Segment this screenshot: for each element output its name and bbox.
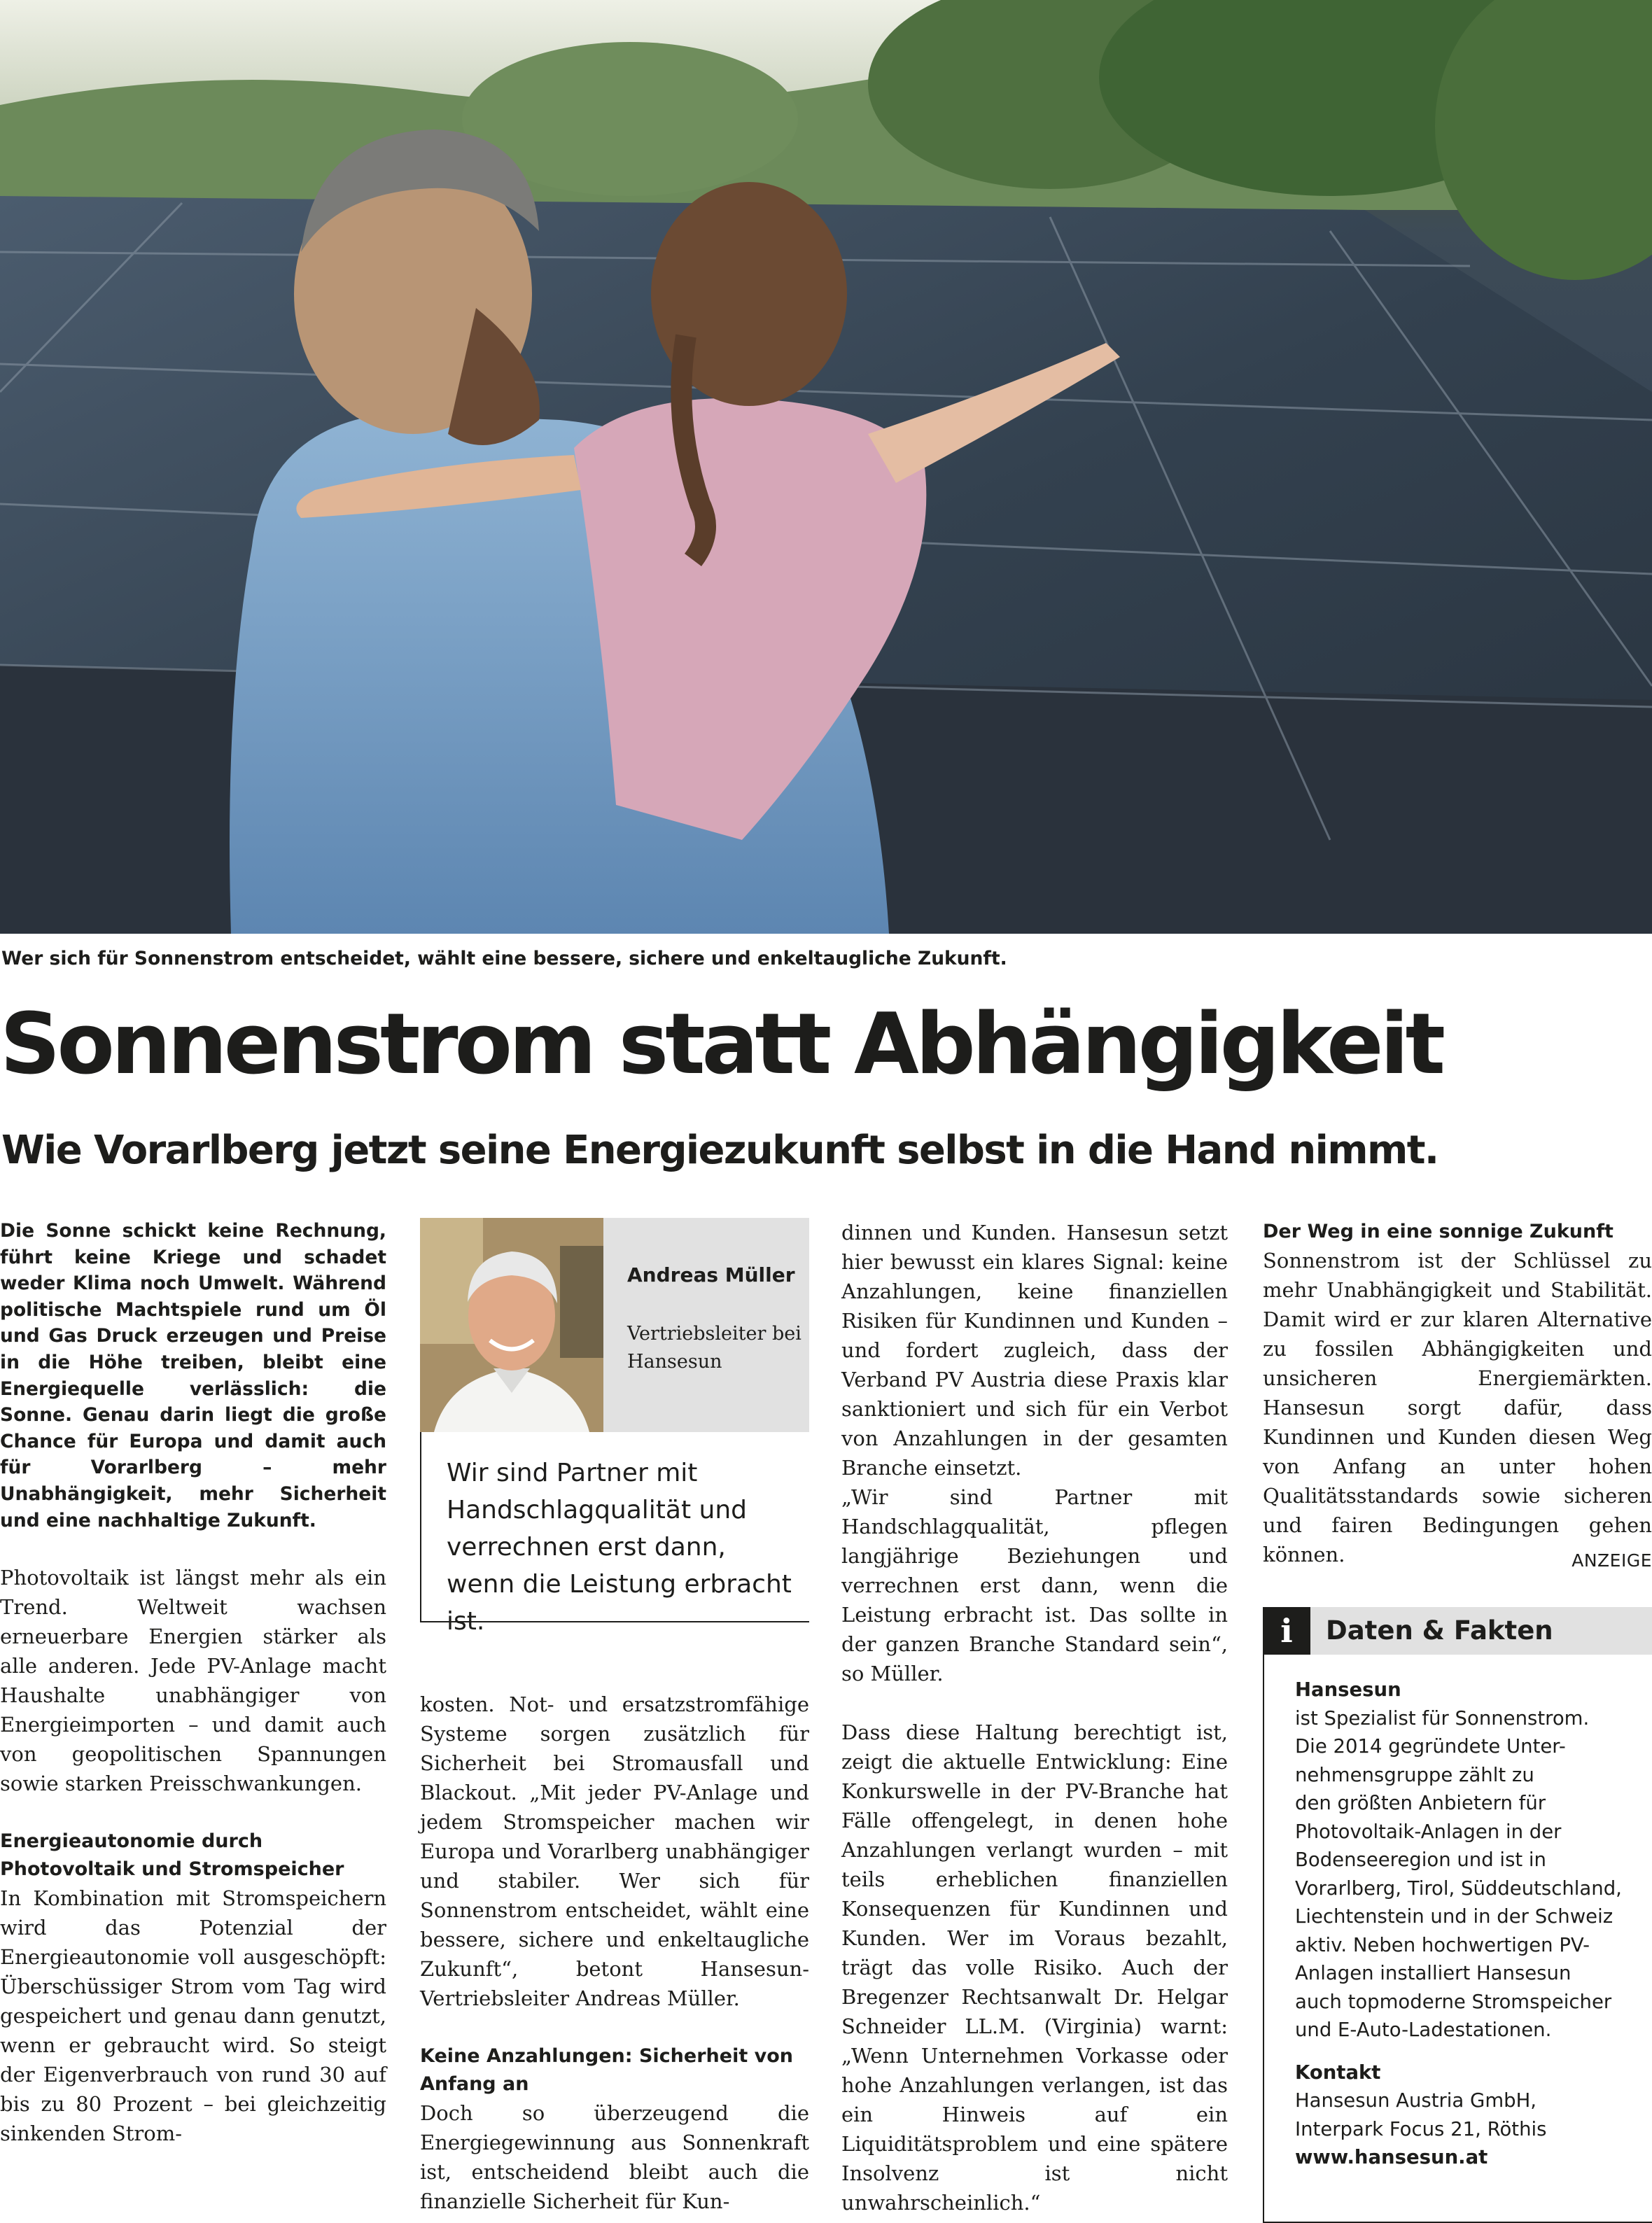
headline: Sonnenstrom statt Abhängigkeit — [0, 996, 1443, 1093]
company-line: Liechtenstein und in der Schweiz — [1295, 1905, 1614, 1928]
company-description — [1295, 1704, 1652, 2045]
body-paragraph: Dass diese Haltung berechtigt ist, zeigt die aktuelle Entwicklung: Eine Konkurswelle in der PV-Branche hat Fälle offengelegt, in denen hohe Anzahlungen verlangt wurden – mit teils erheblichen finanziellen Konsequenzen für Kundinnen und Kunden. Wer im Voraus bezahlt, trägt das volle Risiko. Auch der Bregenzer Rechtsanwalt Dr. Helgar Schneider LL.M. (Virginia) warnt: „Wenn Unternehmen Vorkasse oder hohe Anzahlungen verlangen, ist das ein Hinweis auf ein Liquiditätsproblem und eine spätere Insolvenz ist nicht unwahrscheinlich.“ — [841, 1720, 1228, 2215]
body-paragraph: Photovoltaik ist längst mehr als ein Trend. Weltweit wachsen erneuerbare Energien stärker als alle anderen. Jede PV-Anlage macht Haushalte unabhängiger von Energieimporten – und damit auch von geopolitischen Spannungen sowie starken Preisschwankungen. — [0, 1566, 386, 1796]
advertisement-label: ANZEIGE — [1572, 1550, 1652, 1571]
body-paragraph — [1263, 1246, 1652, 1569]
section-heading: Keine Anzahlungen: Sicherheit von Anfang an — [420, 2045, 793, 2095]
company-line: aktiv. Neben hochwertigen PV- — [1295, 1933, 1590, 1956]
body-text: Sonnenstrom ist der Schlüssel zu mehr Unabhängigkeit und Stabilität. Damit wird er zur klaren Alternative zu fossilen Abhängigkeiten und unsicheren Energiemärkten. Hansesun sorgt dafür, dass Kundinnen und Kunden diesen Weg von Anfang an unter hohen Qualitätsstandards sowie sicheren und fairen Bedingungen gehen können. — [1263, 1249, 1652, 1566]
profile-box — [420, 1218, 809, 1432]
pull-quote: Wir sind Partner mit Handschlagqualität und verrechnen erst dann, wenn die Leistung erbracht ist. — [420, 1432, 809, 1622]
hero-photo-drawing — [0, 0, 1652, 934]
company-line: Photovoltaik-Anlagen in der — [1295, 1820, 1562, 1843]
section-heading: Energieautonomie durch Photovoltaik und Stromspeicher — [0, 1830, 344, 1881]
portrait-photo — [420, 1218, 603, 1432]
contact-line: Hansesun Austria GmbH, — [1295, 2089, 1536, 2112]
facts-box-header — [1263, 1607, 1652, 1655]
company-line: ist Spezialist für Sonnenstrom. — [1295, 1706, 1590, 1730]
body-paragraph: kosten. Not- und ersatzstromfähige Systeme sorgen zusätzlich für Sicherheit bei Stromausfall und Blackout. „Mit jeder PV-Anlage und jedem Stromspeicher machen wir Europa und Vorarlberg unabhängiger und stabiler. Wer sich für Sonnenstrom entscheidet, wählt eine bessere, sichere und enkeltaugliche Zukunft“, betont Hansesun-Vertriebsleiter Andreas Müller. — [420, 1692, 809, 2010]
company-line: Die 2014 gegründete Unter- — [1295, 1735, 1566, 1758]
column-4 — [1263, 1218, 1652, 1576]
body-paragraph: Doch so überzeugend die Energiegewinnung aus Sonnenkraft ist, entscheidend bleibt auch die finanzielle Sicherheit für Kun- — [420, 2101, 809, 2213]
photo-caption: Wer sich für Sonnenstrom entscheidet, wählt eine bessere, sichere und enkeltaugliche Zukunft. — [1, 948, 1007, 969]
body-paragraph: dinnen und Kunden. Hansesun setzt hier bewusst ein klares Signal: keine Anzahlungen, keine finanziellen Risiken für Kundinnen und Kunden – und fordert zugleich, dass der Verband PV Austria diese Praxis klar sanktioniert und sich für ein Verbot von Anzahlungen in der gesamten Branche einsetzt. — [841, 1221, 1228, 1480]
facts-box-title: Daten & Fakten — [1326, 1615, 1553, 1646]
hero-photo-father-daughter-solar-panels — [0, 0, 1652, 934]
section-heading: Der Weg in eine sonnige Zukunft — [1263, 1221, 1614, 1242]
profile-name: Andreas Müller — [627, 1263, 795, 1286]
company-line: auch topmoderne Stromspeicher — [1295, 1990, 1612, 2013]
column-1 — [0, 1218, 386, 2148]
profile-role: Vertriebsleiter bei Hansesun — [627, 1323, 802, 1373]
website-link[interactable]: www.hansesun.at — [1295, 2146, 1488, 2168]
facts-box-body — [1263, 1655, 1652, 2223]
column-3 — [841, 1218, 1228, 2217]
portrait-drawing — [420, 1218, 603, 1432]
company-line: und E-Auto-Ladestationen. — [1295, 2019, 1552, 2041]
company-line: Anlagen installiert Hansesun — [1295, 1962, 1572, 1984]
contact-heading: Kontakt — [1295, 2061, 1381, 2084]
column-2 — [420, 1690, 809, 2216]
info-icon: i — [1263, 1607, 1310, 1655]
company-line: nehmensgruppe zählt zu — [1295, 1763, 1534, 1786]
subheadline: Wie Vorarlberg jetzt seine Energiezukunft selbst in die Hand nimmt. — [1, 1128, 1438, 1173]
company-line: Bodenseeregion und ist in — [1295, 1849, 1546, 1871]
company-line: den größten Anbietern für — [1295, 1792, 1546, 1814]
lead-paragraph: Die Sonne schickt keine Rechnung, führt keine Kriege und schadet weder Klima noch Umwelt. Während politische Machtspiele rund um Öl und Gas Druck erzeugen und Preise in die Höhe treiben, bleibt eine Energiequelle verlässlich: die Sonne. Genau darin liegt die große Chance für Europa und damit auch für Vorarlberg – mehr Unabhängigkeit, mehr Sicherheit und eine nachhaltige Zukunft. — [0, 1220, 386, 1531]
company-heading: Hansesun — [1295, 1678, 1401, 1701]
contact-line: Interpark Focus 21, Röthis — [1295, 2117, 1547, 2140]
body-paragraph: In Kombination mit Stromspeichern wird das Potenzial der Energieautonomie voll ausgeschöpft: Überschüssiger Strom vom Tag wird gespeichert und genau dann genutzt, wenn er gebraucht wird. So steigt der Eigenverbrauch von rund 30 auf bis zu 80 Prozent – bei gleichzeitig sinkenden Strom- — [0, 1886, 386, 2146]
company-line: Vorarlberg, Tirol, Süddeutschland, — [1295, 1877, 1622, 1900]
body-paragraph: „Wir sind Partner mit Handschlagqualität, pflegen langjährige Beziehungen und verrechnen erst dann, wenn die Leistung erbracht ist. Das sollte in der ganzen Branche Standard sein“, so Müller. — [841, 1485, 1228, 1685]
